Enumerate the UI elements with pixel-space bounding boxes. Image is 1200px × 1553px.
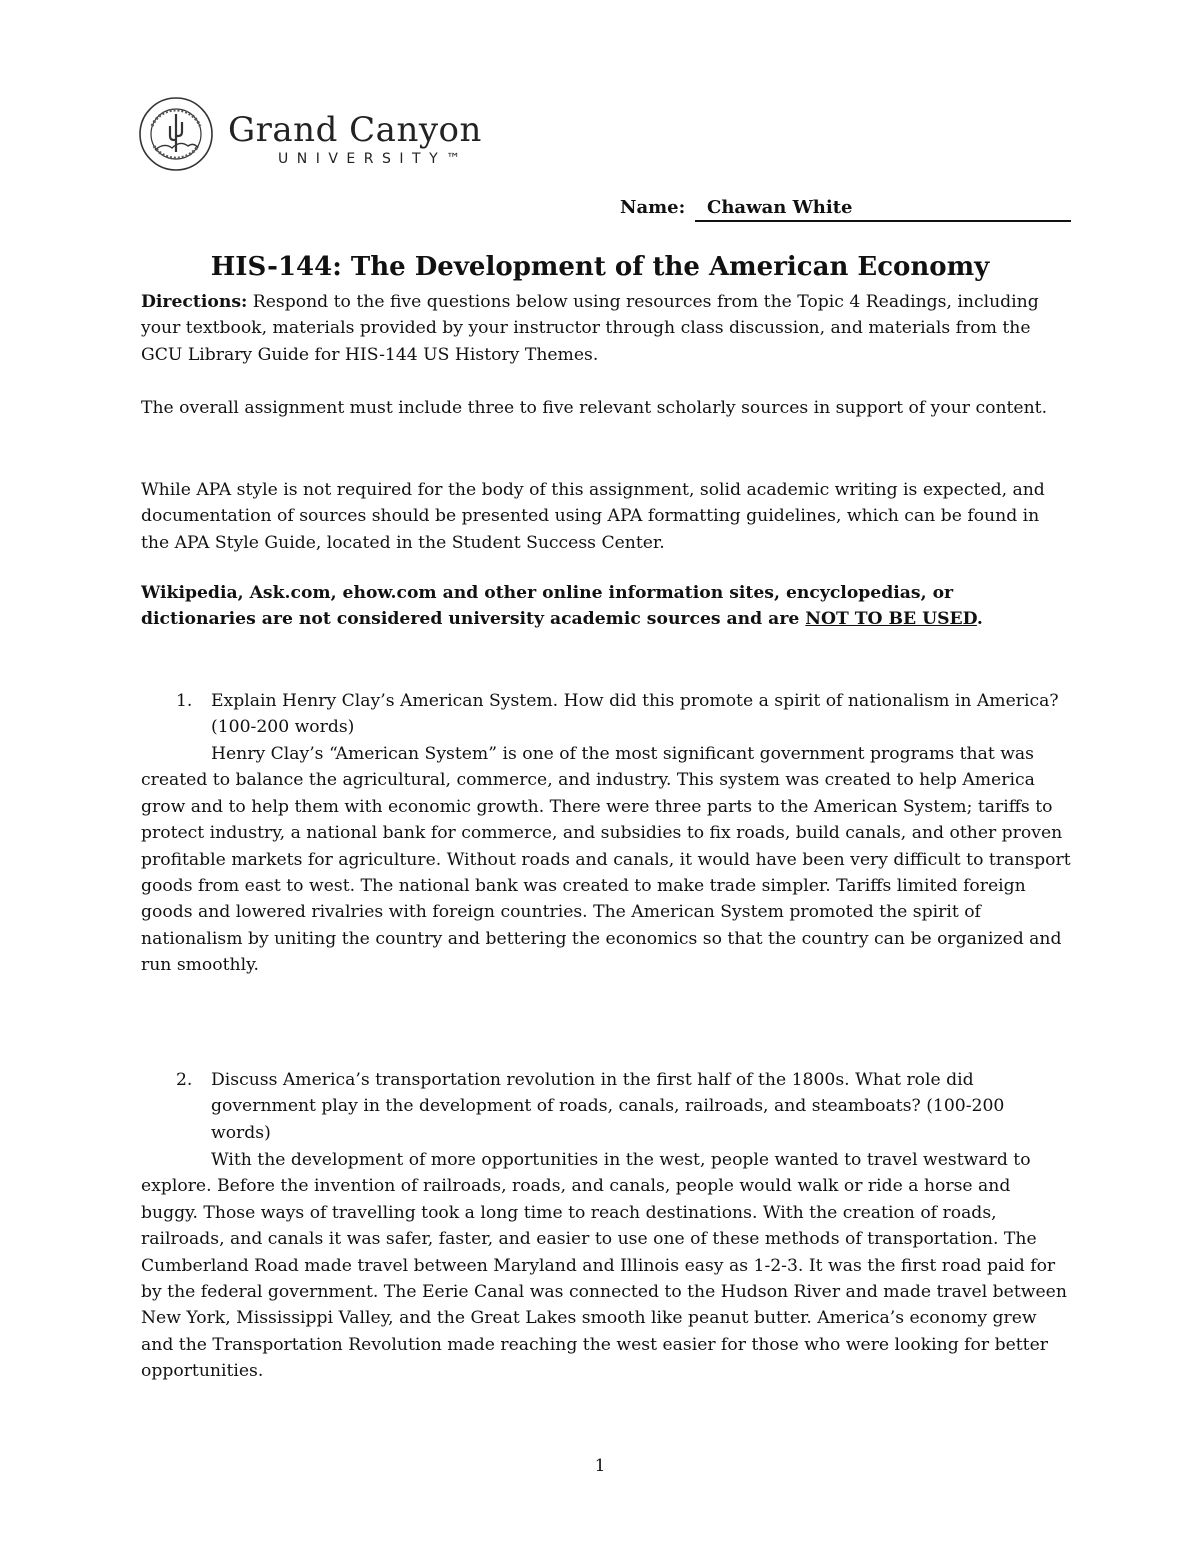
university-seal-icon — [138, 96, 218, 172]
page-number: 1 — [594, 1456, 606, 1476]
university-logo — [138, 96, 498, 172]
question-prompt: Discuss America’s transportation revolution in the first half of the 1800s. What role did government play in the development of roads, canals, railroads, and steamboats? (100-200 words) — [211, 1070, 1005, 1143]
question-number: 2. — [176, 1070, 193, 1090]
question-prompt: Explain Henry Clay’s American System. How did this promote a spirit of nationalism in America? (100-200 words) — [211, 691, 1059, 738]
question-number: 1. — [176, 691, 193, 711]
sources-paragraph: The overall assignment must include three to five relevant scholarly sources in support of your content. — [141, 398, 1048, 418]
document-title: HIS-144: The Development of the American Economy — [210, 252, 990, 282]
question-answer: Henry Clay’s “American System” is one of the most significant government programs that was created to balance the agricultural, commerce, and industry. This system was created to help America grow and to help them with economic growth. There were three parts to the American System; tariffs to protect industry, a national bank for commerce, and subsidies to fix roads, build canals, and other proven profitable markets for agriculture. Without roads and canals, it would have been very difficult to transport goods from east to west. The national bank was created to make trade simpler. Tariffs limited foreign goods and lowered rivalries with foreign countries. The American System promoted the spirit of nationalism by uniting the country and bettering the economics so that the country can be organized and run smoothly. — [141, 744, 1071, 976]
warning-text: Wikipedia, Ask.com, ehow.com and other online information sites, encyclopedias, or dictionaries are not considered university academic sources and are — [141, 583, 954, 630]
question-answer: With the development of more opportunities in the west, people wanted to travel westward to explore. Before the invention of railroads, roads, and canals, people would walk or ride a horse and buggy. Those ways of travelling took a long time to reach destinations. With the creation of roads, railroads, and canals it was safer, faster, and easier to use one of these methods of transportation. The Cumberland Road made travel between Maryland and Illinois easy as 1-2-3. It was the first road paid for by the federal government. The Eerie Canal was connected to the Hudson River and made travel between New York, Mississippi Valley, and the Great Lakes smooth like peanut butter. America’s economy grew and the Transportation Revolution made reaching the west easier for those who were looking for better opportunities. — [141, 1150, 1067, 1382]
directions-paragraph — [141, 289, 1071, 368]
directions-label: Directions: — [141, 292, 248, 312]
logo-wordmark: Grand Canyon — [228, 110, 482, 150]
warning-end: . — [976, 609, 983, 630]
apa-paragraph: While APA style is not required for the body of this assignment, solid academic writing is expected, and documentation of sources should be presented using APA formatting guidelines, which can be found in the APA Style Guide, located in the Student Success Center. — [141, 480, 1045, 553]
logo-subtitle: UNIVERSITY™ — [278, 151, 469, 167]
name-label: Name: — [620, 197, 686, 218]
directions-text: Respond to the five questions below using resources from the Topic 4 Readings, including your textbook, materials provided by your instructor through class discussion, and materials from the GCU Library Guide for HIS-144 US History Themes. — [141, 292, 1039, 365]
name-field: Chawan White — [695, 197, 1071, 222]
warning-underlined: NOT TO BE USED — [805, 609, 977, 630]
warning-paragraph — [141, 580, 1071, 633]
